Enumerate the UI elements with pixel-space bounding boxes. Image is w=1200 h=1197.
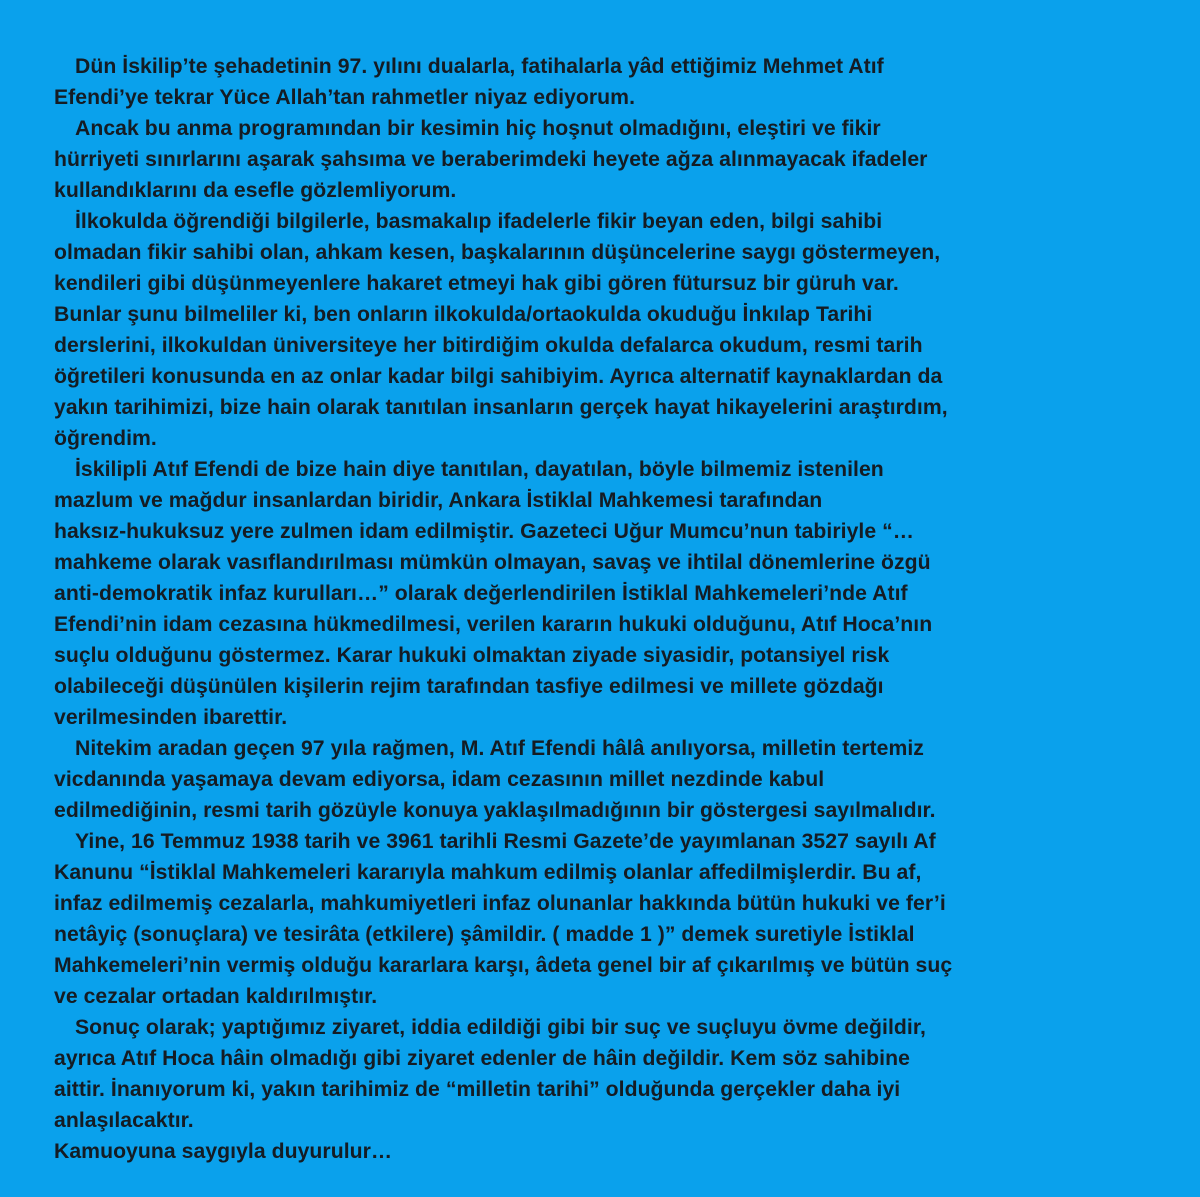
statement-line: suçlu olduğunu göstermez. Karar hukuki olmaktan ziyade siyasidir, potansiyel risk bbox=[54, 644, 890, 667]
statement-line: derslerini, ilkokuldan üniversiteye her bitirdiğim okulda defalarca okudum, resmi tarih bbox=[54, 334, 923, 357]
statement-line: mazlum ve mağdur insanlardan biridir, Ankara İstiklal Mahkemesi tarafından bbox=[54, 489, 823, 512]
statement-line: Dün İskilip’te şehadetinin 97. yılını dualarla, fatihalarla yâd ettiğimiz Mehmet Atıf bbox=[75, 55, 884, 78]
statement-line: Yine, 16 Temmuz 1938 tarih ve 3961 tarihli Resmi Gazete’de yayımlanan 3527 sayılı Af bbox=[75, 830, 936, 853]
statement-line: kendileri gibi düşünmeyenlere hakaret etmeyi hak gibi gören fütursuz bir güruh var. bbox=[54, 272, 899, 295]
statement-line: öğretileri konusunda en az onlar kadar bilgi sahibiyim. Ayrıca alternatif kaynaklardan da bbox=[54, 365, 943, 388]
statement-line: haksız-hukuksuz yere zulmen idam edilmiştir. Gazeteci Uğur Mumcu’nun tabiriyle “… bbox=[54, 520, 915, 543]
statement-line: olmadan fikir sahibi olan, ahkam kesen, başkalarının düşüncelerine saygı göstermeyen, bbox=[54, 241, 941, 264]
statement-line: edilmediğinin, resmi tarih gözüyle konuya yaklaşılmadığının bir göstergesi sayılmalıdır. bbox=[54, 799, 936, 822]
statement-line: Kamuoyuna saygıyla duyurulur… bbox=[54, 1140, 393, 1163]
statement-line: anlaşılacaktır. bbox=[54, 1109, 194, 1132]
statement-line: Ancak bu anma programından bir kesimin hiç hoşnut olmadığını, eleştiri ve fikir bbox=[75, 117, 881, 140]
statement-line: olabileceği düşünülen kişilerin rejim tarafından tasfiye edilmesi ve millete gözdağı bbox=[54, 675, 884, 698]
statement-line: vicdanında yaşamaya devam ediyorsa, idam cezasının millet nezdinde kabul bbox=[54, 768, 825, 791]
statement-line: İlkokulda öğrendiği bilgilerle, basmakalıp ifadelerle fikir beyan eden, bilgi sahibi bbox=[75, 210, 883, 233]
statement-line: anti-demokratik infaz kurulları…” olarak değerlendirilen İstiklal Mahkemeleri’nde Atıf bbox=[54, 582, 908, 605]
statement-line: verilmesinden ibarettir. bbox=[54, 706, 288, 729]
statement-line: netâyiç (sonuçlara) ve tesirâta (etkilere) şâmildir. ( madde 1 )” demek suretiyle İstiklal bbox=[54, 923, 915, 946]
statement-line: Nitekim aradan geçen 97 yıla rağmen, M. Atıf Efendi hâlâ anılıyorsa, milletin tertemiz bbox=[75, 737, 924, 760]
statement-line: ayrıca Atıf Hoca hâin olmadığı gibi ziyaret edenler de hâin değildir. Kem söz sahibine bbox=[54, 1047, 910, 1070]
statement-line: hürriyeti sınırlarını aşarak şahsıma ve beraberimdeki heyete ağza alınmayacak ifadeler bbox=[54, 148, 928, 171]
statement-line: Efendi’ye tekrar Yüce Allah’tan rahmetler niyaz ediyorum. bbox=[54, 86, 636, 109]
statement-line: yakın tarihimizi, bize hain olarak tanıtılan insanların gerçek hayat hikayelerini araştırdım, bbox=[54, 396, 948, 419]
statement-line: mahkeme olarak vasıflandırılması mümkün olmayan, savaş ve ihtilal dönemlerine özgü bbox=[54, 551, 931, 574]
statement-line: Efendi’nin idam cezasına hükmedilmesi, verilen kararın hukuki olduğunu, Atıf Hoca’nın bbox=[54, 613, 933, 636]
statement-line: ve cezalar ortadan kaldırılmıştır. bbox=[54, 985, 378, 1008]
statement-line: Sonuç olarak; yaptığımız ziyaret, iddia edildiği gibi bir suç ve suçluyu övme değildir, bbox=[75, 1016, 926, 1039]
statement-line: kullandıklarını da esefle gözlemliyorum. bbox=[54, 179, 457, 202]
statement-line: Mahkemeleri’nin vermiş olduğu kararlara karşı, âdeta genel bir af çıkarılmış ve bütün suç bbox=[54, 954, 953, 977]
statement-line: öğrendim. bbox=[54, 427, 157, 450]
statement-line: aittir. İnanıyorum ki, yakın tarihimiz de “milletin tarihi” olduğunda gerçekler daha iyi bbox=[54, 1078, 901, 1101]
statement-text bbox=[54, 51, 1164, 1167]
statement-line: Kanunu “İstiklal Mahkemeleri kararıyla mahkum edilmiş olanlar affedilmişlerdir. Bu af, bbox=[54, 861, 922, 884]
statement-line: infaz edilmemiş cezalarla, mahkumiyetleri infaz olunanlar hakkında bütün hukuki ve fer’i bbox=[54, 892, 946, 915]
statement-line: İskilipli Atıf Efendi de bize hain diye tanıtılan, dayatılan, böyle bilmemiz istenilen bbox=[75, 458, 884, 481]
statement-line: Bunlar şunu bilmeliler ki, ben onların ilkokulda/ortaokulda okuduğu İnkılap Tarihi bbox=[54, 303, 873, 326]
